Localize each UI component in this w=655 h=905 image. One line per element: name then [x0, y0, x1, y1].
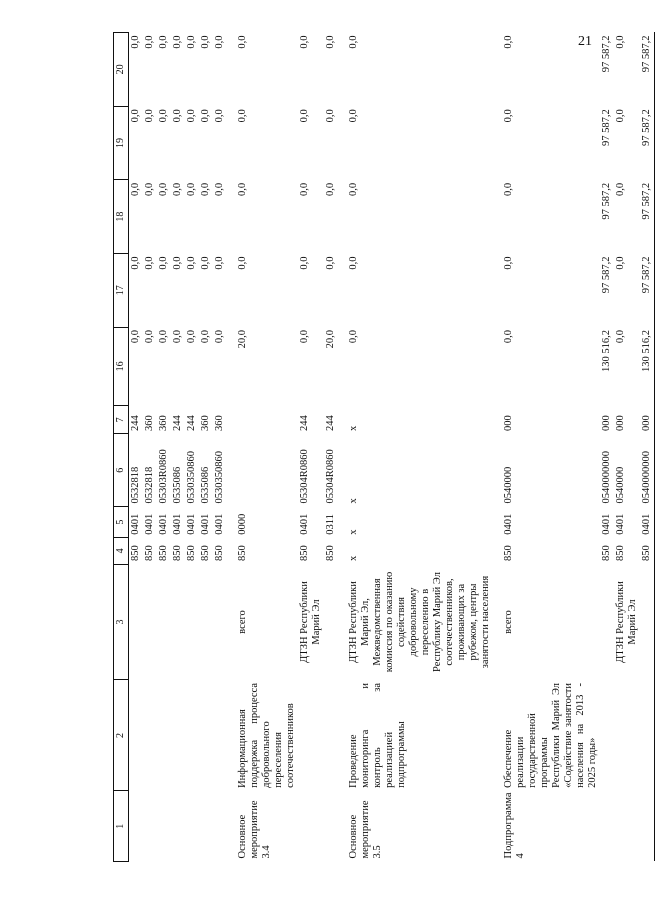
cell-col-4: 850 [325, 545, 336, 562]
cell-col-19: 97 587,2 [640, 106, 655, 180]
cell-col-16: 0,0 [615, 330, 626, 344]
cell-col-20: 0,0 [615, 35, 626, 49]
cell-col-18: 0,0 [158, 182, 169, 196]
cell-col-6: x [348, 498, 359, 504]
cell-col-5: 0311 [325, 514, 336, 535]
cell-name: Основное мероприятие 3.4 [237, 800, 272, 859]
cell-description [298, 680, 324, 791]
cell-description [171, 680, 185, 791]
cell-col-7: 244 [186, 415, 197, 431]
cell-col-7: 244 [325, 415, 336, 431]
table-header-row [114, 33, 129, 862]
cell-col-4: 850 [503, 545, 514, 562]
cell-col-19: 0,0 [237, 109, 248, 123]
cell-col-18: 97 587,2 [640, 180, 655, 254]
table-row [338, 33, 493, 862]
cell-col-19: 0,0 [299, 109, 310, 123]
table-row [640, 33, 655, 862]
table-row [157, 33, 171, 862]
cell-col-20: 0,0 [348, 35, 359, 49]
cell-col-18: 0,0 [144, 182, 155, 196]
cell-col-7: 244 [299, 415, 310, 431]
column-header: 16 [114, 327, 129, 406]
table-row [129, 33, 144, 862]
cell-description [199, 680, 213, 791]
cell-col-4: 850 [130, 545, 141, 562]
cell-name [600, 791, 614, 862]
cell-col-18: 0,0 [325, 182, 336, 196]
table-row [199, 33, 213, 862]
cell-name [213, 791, 227, 862]
table-row [171, 33, 185, 862]
column-header: 4 [114, 538, 129, 564]
column-header: 6 [114, 434, 129, 507]
cell-col-16: 0,0 [200, 330, 211, 344]
cell-col-17: 0,0 [237, 256, 248, 270]
cell-col-7: x [348, 425, 359, 431]
cell-col-7: 244 [172, 415, 183, 431]
cell-col-18: 0,0 [348, 182, 359, 196]
cell-col-20: 0,0 [172, 35, 183, 49]
cell-col-20: 0,0 [503, 35, 514, 49]
cell-name [143, 791, 157, 862]
cell-col-18: 0,0 [172, 182, 183, 196]
table-row [185, 33, 199, 862]
cell-executor: ДТЗН Республики Марий Эл [299, 581, 322, 663]
cell-col-5: 0401 [640, 507, 655, 538]
table-row [143, 33, 157, 862]
cell-name [298, 791, 324, 862]
cell-col-20: 0,0 [186, 35, 197, 49]
cell-col-5: 0401 [144, 513, 155, 535]
cell-col-17: 0,0 [186, 256, 197, 270]
cell-col-7: 360 [144, 415, 155, 431]
cell-col-20: 0,0 [158, 35, 169, 49]
column-header: 20 [114, 33, 129, 107]
cell-col-16: 0,0 [186, 330, 197, 344]
table-row [600, 33, 614, 862]
table-row [213, 33, 227, 862]
cell-col-17: 0,0 [158, 256, 169, 270]
cell-col-6: 0532818 [144, 466, 155, 504]
cell-description [640, 680, 655, 791]
cell-description [324, 680, 338, 791]
cell-col-5: 0401 [601, 513, 612, 535]
cell-col-7: 000 [640, 406, 655, 434]
cell-col-17: 0,0 [503, 256, 514, 270]
column-header: 19 [114, 106, 129, 180]
cell-col-20: 0,0 [130, 35, 141, 49]
cell-name: Основное мероприятие 3.5 [348, 800, 383, 859]
cell-col-5: 0000 [237, 513, 248, 535]
cell-col-17: 0,0 [130, 256, 141, 270]
cell-name [640, 791, 655, 862]
cell-executor [157, 564, 171, 680]
cell-col-20: 0,0 [299, 35, 310, 49]
cell-col-4: 850 [186, 545, 197, 562]
table-row [324, 33, 338, 862]
cell-col-19: 0,0 [186, 109, 197, 123]
cell-col-7 [227, 406, 298, 434]
cell-col-4: 850 [200, 545, 211, 562]
cell-col-6: 0530350860 [214, 451, 225, 504]
page-number: 21 [578, 34, 592, 49]
cell-col-16: 130 516,2 [601, 330, 612, 373]
cell-col-20: 0,0 [325, 35, 336, 49]
column-header: 2 [114, 680, 129, 791]
cell-executor [199, 564, 213, 680]
cell-col-6: 0535086 [172, 466, 183, 504]
cell-col-4: 850 [640, 538, 655, 564]
cell-description: Обеспечение реализации государственной программы Республики Марий Эл «Содействие занятости населения на 2013 - 2025 годы» [503, 682, 598, 788]
cell-executor: ДТЗН Республики Марий Эл [615, 581, 638, 663]
cell-name [171, 791, 185, 862]
cell-name [185, 791, 199, 862]
cell-col-5: 0401 [172, 513, 183, 535]
cell-description [143, 680, 157, 791]
cell-col-20: 0,0 [144, 35, 155, 49]
cell-col-4: 850 [601, 545, 612, 562]
cell-name [157, 791, 171, 862]
cell-name [614, 791, 640, 862]
cell-col-20: 0,0 [200, 35, 211, 49]
cell-executor [171, 564, 185, 680]
cell-col-19: 0,0 [615, 109, 626, 123]
cell-col-19: 0,0 [503, 109, 514, 123]
cell-col-16: 0,0 [130, 330, 141, 344]
cell-col-20: 0,0 [237, 35, 248, 49]
cell-col-6: 05304R0860 [299, 449, 310, 504]
cell-col-17: 97 587,2 [640, 253, 655, 327]
cell-col-16: 130 516,2 [640, 327, 655, 406]
cell-col-16: 0,0 [348, 330, 359, 344]
cell-col-19: 0,0 [325, 109, 336, 123]
cell-executor [129, 564, 144, 680]
cell-col-16: 20,0 [325, 330, 336, 349]
cell-description [600, 680, 614, 791]
cell-col-7: 244 [130, 415, 141, 431]
cell-description [157, 680, 171, 791]
cell-col-4: 850 [144, 545, 155, 562]
cell-executor [213, 564, 227, 680]
cell-col-6 [227, 434, 298, 507]
cell-col-7: 360 [200, 415, 211, 431]
cell-name: Подпрограмма 4 [503, 792, 526, 859]
cell-col-7: 000 [615, 415, 626, 431]
cell-executor [324, 564, 338, 680]
cell-col-5: x [348, 529, 359, 535]
cell-col-4: x [348, 555, 359, 562]
cell-col-4: 850 [299, 545, 310, 562]
cell-col-5: 0401 [615, 513, 626, 535]
cell-executor [185, 564, 199, 680]
column-header: 17 [114, 253, 129, 327]
cell-col-16: 0,0 [172, 330, 183, 344]
cell-description [129, 680, 144, 791]
budget-table [113, 32, 655, 862]
cell-col-5: 0401 [130, 513, 141, 535]
cell-col-17: 0,0 [172, 256, 183, 270]
table-row [298, 33, 324, 862]
cell-col-16: 0,0 [144, 330, 155, 344]
cell-col-17: 0,0 [299, 256, 310, 270]
cell-col-6: 05304R0860 [325, 449, 336, 504]
cell-col-7: 360 [214, 415, 225, 431]
cell-description: Проведение мониторинга и контроль за реализацией подпрограммы [348, 682, 407, 788]
cell-col-7: 000 [601, 415, 612, 431]
table-body [129, 33, 655, 862]
cell-col-5: 0401 [186, 513, 197, 535]
cell-col-18: 0,0 [200, 182, 211, 196]
cell-col-17: 97 587,2 [601, 256, 612, 294]
cell-col-7: 360 [158, 415, 169, 431]
column-header: 18 [114, 180, 129, 254]
cell-col-5: 0401 [158, 513, 169, 535]
cell-col-16: 0,0 [503, 330, 514, 344]
table-row [614, 33, 640, 862]
cell-col-19: 0,0 [144, 109, 155, 123]
cell-description [614, 680, 640, 791]
cell-description [213, 680, 227, 791]
cell-col-19: 0,0 [348, 109, 359, 123]
cell-col-17: 0,0 [214, 256, 225, 270]
cell-col-20: 97 587,2 [640, 33, 655, 107]
cell-col-5: 0401 [214, 513, 225, 535]
cell-executor: ДТЗН Республики Марий Эл, Межведомственная комиссия по оказанию содействия добровольному переселению в Республику Марий Эл соотечественников, проживающих за рубежом, центры занятости населения [348, 571, 491, 673]
cell-col-16: 0,0 [214, 330, 225, 344]
cell-col-18: 0,0 [503, 182, 514, 196]
cell-col-17: 0,0 [325, 256, 336, 270]
cell-col-6: 0540000 [503, 466, 514, 504]
cell-executor [640, 564, 655, 680]
cell-col-20: 0,0 [214, 35, 225, 49]
cell-col-5: 0401 [299, 513, 310, 535]
cell-name [324, 791, 338, 862]
cell-col-17: 0,0 [348, 256, 359, 270]
column-header: 5 [114, 507, 129, 538]
cell-col-4: 850 [172, 545, 183, 562]
cell-col-4: 850 [615, 545, 626, 562]
cell-col-18: 0,0 [214, 182, 225, 196]
cell-col-18: 0,0 [237, 182, 248, 196]
cell-name [129, 791, 144, 862]
cell-description [185, 680, 199, 791]
cell-col-6: 05303R0860 [158, 449, 169, 504]
cell-executor: всего [503, 610, 514, 634]
cell-col-18: 0,0 [615, 182, 626, 196]
cell-executor [143, 564, 157, 680]
cell-col-19: 0,0 [130, 109, 141, 123]
cell-col-6: 0530350860 [186, 451, 197, 504]
cell-col-19: 0,0 [214, 109, 225, 123]
table-row [493, 33, 600, 862]
cell-name [199, 791, 213, 862]
cell-col-6: 0532818 [130, 466, 141, 504]
table-row [227, 33, 298, 862]
cell-col-16: 20,0 [237, 330, 248, 349]
cell-col-7: 000 [503, 415, 514, 431]
column-header: 1 [114, 791, 129, 862]
cell-executor: всего [237, 610, 248, 634]
cell-col-6: 0535086 [200, 466, 211, 504]
cell-col-6: 0540000000 [640, 434, 655, 507]
cell-col-19: 0,0 [172, 109, 183, 123]
cell-col-4: 850 [237, 545, 248, 562]
cell-col-4: 850 [214, 545, 225, 562]
cell-col-20: 97 587,2 [601, 35, 612, 73]
column-header: 7 [114, 406, 129, 434]
cell-col-5: 0401 [503, 513, 514, 535]
cell-col-16: 0,0 [158, 330, 169, 344]
cell-col-4: 850 [158, 545, 169, 562]
cell-col-5: 0401 [200, 513, 211, 535]
cell-col-18: 0,0 [299, 182, 310, 196]
cell-col-17: 0,0 [200, 256, 211, 270]
cell-description: Информационная поддержка процесса добровольного переселения соотечественников [237, 682, 296, 788]
column-header: 3 [114, 564, 129, 680]
cell-col-16: 0,0 [299, 330, 310, 344]
cell-col-18: 97 587,2 [601, 182, 612, 220]
cell-col-19: 0,0 [200, 109, 211, 123]
cell-col-19: 0,0 [158, 109, 169, 123]
cell-col-18: 0,0 [130, 182, 141, 196]
cell-col-17: 0,0 [144, 256, 155, 270]
cell-col-17: 0,0 [615, 256, 626, 270]
cell-executor [600, 564, 614, 680]
cell-col-6: 0540000 [615, 466, 626, 504]
cell-col-18: 0,0 [186, 182, 197, 196]
cell-col-6: 0540000000 [601, 451, 612, 504]
cell-col-19: 97 587,2 [601, 109, 612, 146]
